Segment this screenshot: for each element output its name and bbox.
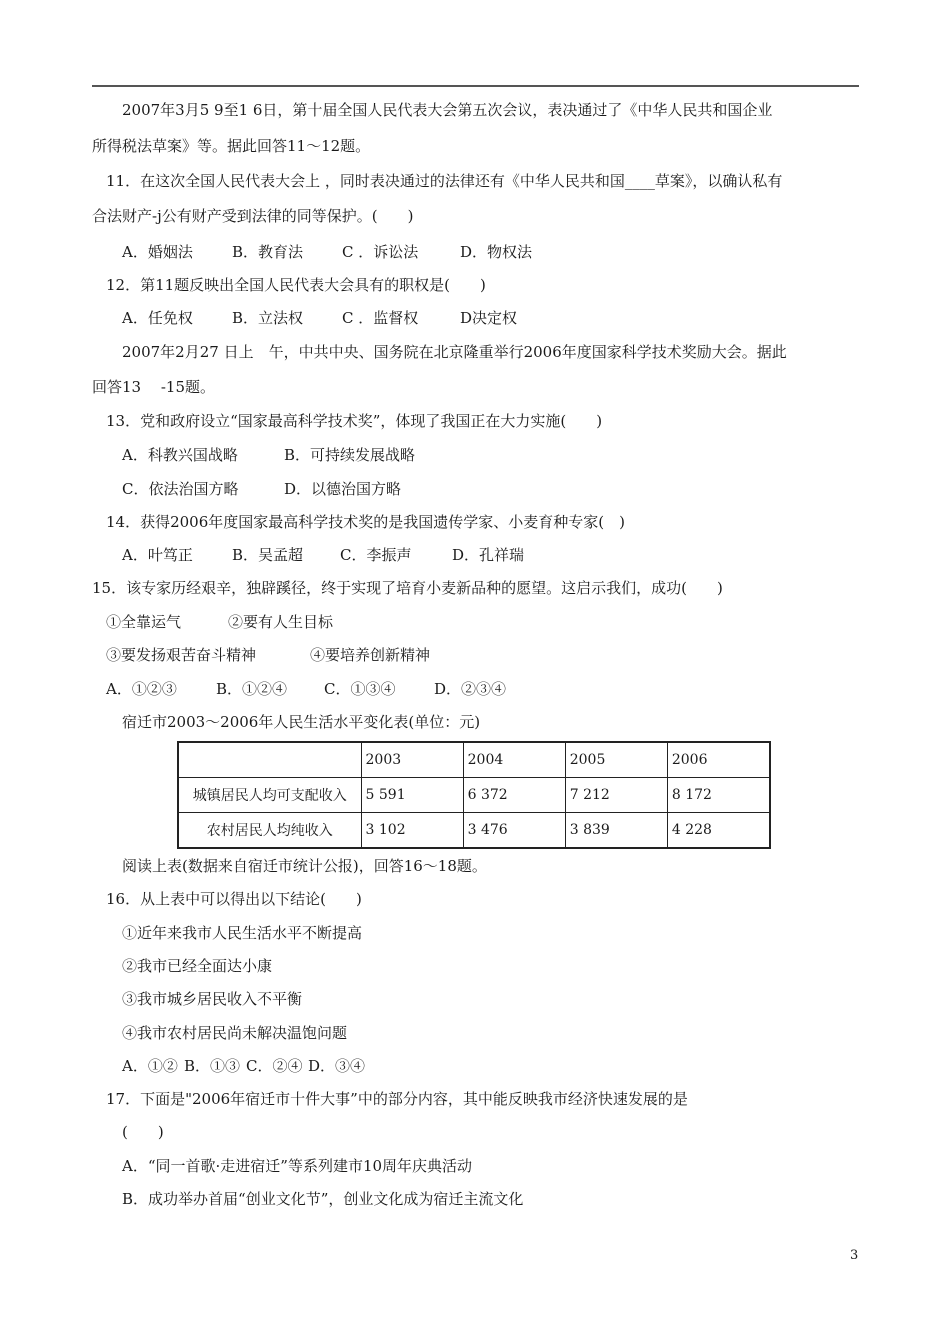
table-cell: 3 476 <box>463 813 565 849</box>
option-b: B．①②④ <box>216 680 288 698</box>
question-15-items-row-1 <box>106 612 333 632</box>
option-d: D．孔祥瑞 <box>452 546 525 564</box>
question-11-stem-line-1: 11．在这次全国人民代表大会上 ，同时表决通过的法律还有《中华人民共和国____草案》，以确认私有 <box>106 172 783 190</box>
page-number: 3 <box>850 1248 859 1263</box>
question-17-option-b: B．成功举办首届“创业文化节”，创业文化成为宿迁主流文化 <box>122 1190 524 1208</box>
table-cell: 6 372 <box>463 778 565 813</box>
table-cell: 4 228 <box>667 813 770 849</box>
question-14-options <box>122 545 524 565</box>
item-4: ④要培养创新精神 <box>310 646 431 664</box>
header-cell-empty <box>178 742 361 778</box>
option-d: D．③④ <box>308 1057 366 1075</box>
question-15-stem: 15．该专家历经艰辛，独辟蹊径，终于实现了培育小麦新品种的愿望。这启示我们，成功( ) <box>92 579 723 597</box>
table-row <box>178 778 770 813</box>
intro-paragraph-1-line-1: 2007年3月5 9至1 6日，第十届全国人民代表大会第五次会议，表决通过了《中华人民共和国企业 <box>122 101 773 119</box>
question-12-options <box>122 308 517 328</box>
question-12-stem: 12．第11题反映出全国人民代表大会具有的职权是( ) <box>106 276 486 294</box>
option-b: B．立法权 <box>232 309 304 327</box>
header-cell-2005: 2005 <box>565 742 667 778</box>
table-cell: 3 839 <box>565 813 667 849</box>
option-c: C．①③④ <box>324 680 396 698</box>
table-cell: 7 212 <box>565 778 667 813</box>
option-c: C ．监督权 <box>342 309 419 327</box>
option-a: A．科教兴国战略 <box>122 446 238 464</box>
table-cell: 8 172 <box>667 778 770 813</box>
question-17-answer-paren: ( ) <box>122 1123 164 1141</box>
table-note: 阅读上表(数据来自宿迁市统计公报)，回答16～18题。 <box>122 857 487 875</box>
option-d: D．物权法 <box>460 243 533 261</box>
header-cell-2003: 2003 <box>361 742 463 778</box>
question-13-options-row-2 <box>122 479 401 499</box>
intro-paragraph-2-line-2: 回答13 -15题。 <box>92 378 216 396</box>
option-a: A．①② <box>122 1057 178 1075</box>
item-3: ③要发扬艰苦奋斗精神 <box>106 646 257 664</box>
question-14-stem: 14．获得2006年度国家最高科学技术奖的是我国遗传学家、小麦育种专家( ) <box>106 513 625 531</box>
option-c: C ．诉讼法 <box>342 243 419 261</box>
question-16-stem: 16．从上表中可以得出以下结论( ) <box>106 890 362 908</box>
intro-paragraph-2-line-1: 2007年2月27 日上 午，中共中央、国务院在北京隆重举行2006年度国家科学技术奖励大会。据此 <box>122 343 787 361</box>
header-cell-2006: 2006 <box>667 742 770 778</box>
option-a: A．叶笃正 <box>122 546 193 564</box>
option-c: C．李振声 <box>340 546 412 564</box>
question-16-item-1: ①近年来我市人民生活水平不断提高 <box>122 924 363 942</box>
table-header-row <box>178 742 770 778</box>
header-cell-2004: 2004 <box>463 742 565 778</box>
question-16-item-3: ③我市城乡居民收入不平衡 <box>122 990 303 1008</box>
option-d: D．②③④ <box>434 680 507 698</box>
option-b: B．①③ <box>184 1057 241 1075</box>
option-c: C．依法治国方略 <box>122 480 239 498</box>
option-b: B．吴孟超 <box>232 546 304 564</box>
question-11-stem-line-2: 合法财产-j公有财产受到法律的同等保护。( ) <box>92 207 414 225</box>
question-17-option-a: A．“同一首歌·走进宿迁”等系列建市10周年庆典活动 <box>122 1157 473 1175</box>
question-11-options <box>122 242 532 262</box>
option-d: D决定权 <box>460 309 518 327</box>
table-cell: 3 102 <box>361 813 463 849</box>
question-17-stem: 17．下面是"2006年宿迁市十件大事”中的部分内容，其中能反映我市经济快速发展的是 <box>106 1090 688 1108</box>
option-a: A．婚姻法 <box>122 243 193 261</box>
question-16-options <box>122 1056 365 1076</box>
question-13-options-row-1 <box>122 445 415 465</box>
intro-paragraph-1-line-2: 所得税法草案》等。据此回答11～12题。 <box>92 137 371 155</box>
option-c: C．②④ <box>246 1057 303 1075</box>
table-row <box>178 813 770 849</box>
item-2: ②要有人生目标 <box>228 613 334 631</box>
item-1: ①全靠运气 <box>106 613 182 631</box>
option-a: A．任免权 <box>122 309 193 327</box>
option-d: D．以德治国方略 <box>284 480 402 498</box>
row-label-urban: 城镇居民人均可支配收入 <box>178 778 361 813</box>
question-15-items-row-2 <box>106 645 430 665</box>
question-16-item-4: ④我市农村居民尚未解决温饱问题 <box>122 1024 348 1042</box>
row-label-rural: 农村居民人均纯收入 <box>178 813 361 849</box>
question-13-stem: 13．党和政府设立“国家最高科学技术奖”，体现了我国正在大力实施( ) <box>106 412 603 430</box>
option-b: B．可持续发展战略 <box>284 446 416 464</box>
income-table <box>177 741 771 849</box>
option-b: B．教育法 <box>232 243 304 261</box>
question-16-item-2: ②我市已经全面达小康 <box>122 957 273 975</box>
table-cell: 5 591 <box>361 778 463 813</box>
question-15-options <box>106 679 506 699</box>
option-a: A．①②③ <box>106 680 177 698</box>
header-rule <box>92 85 859 87</box>
table-caption: 宿迁市2003～2006年人民生活水平变化表(单位：元) <box>122 713 481 731</box>
